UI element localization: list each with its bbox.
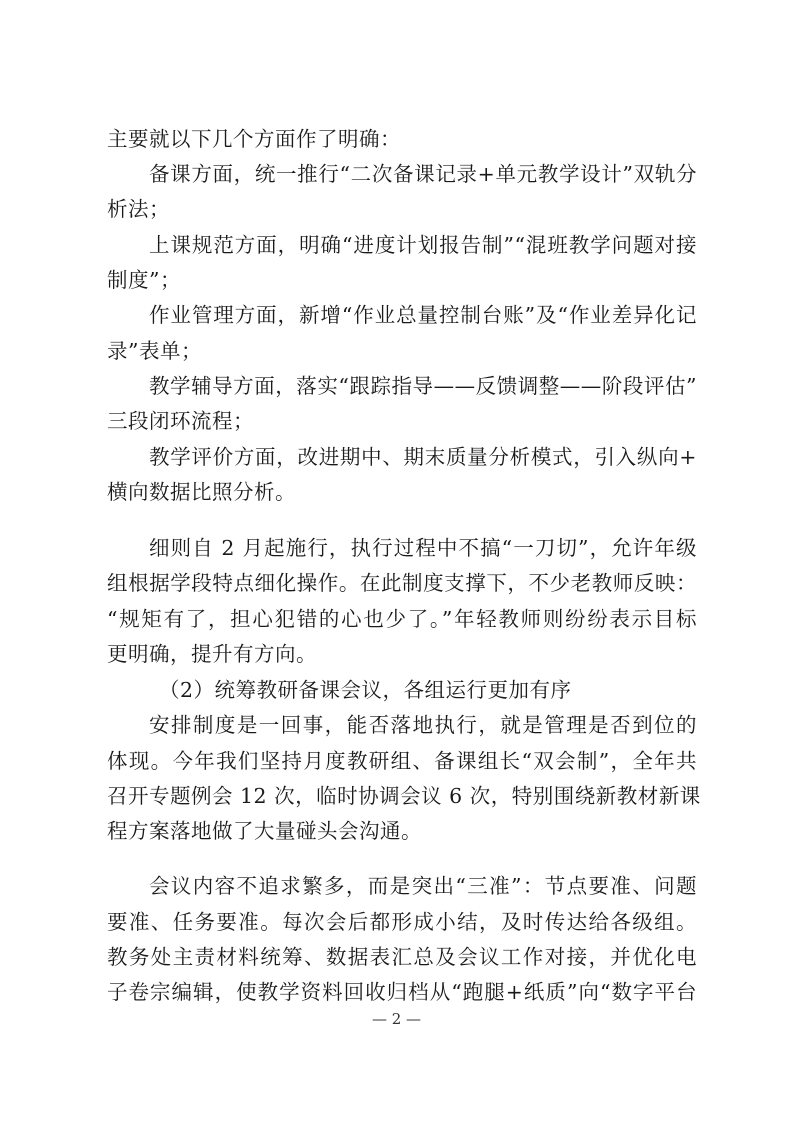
text-line-7: 录”表单； (107, 339, 202, 363)
text-line-6: 作业管理方面，新增“作业总量控制台账”及“作业差异化记 (149, 303, 697, 327)
text-line-13: 组根据学段特点细化操作。在此制度支撑下，不少老教师反映： (107, 571, 697, 595)
text-line-10: 教学评价方面，改进期中、期末质量分析模式，引入纵向+ (149, 445, 697, 469)
text-line-4: 上课规范方面，明确“进度计划报告制”“混班教学问题对接 (149, 233, 697, 257)
text-line-12: 细则自 2 月起施行，执行过程中不搞“一刀切”，允许年级 (149, 536, 697, 560)
text-line-2: 备课方面，统一推行“二次备课记录+单元教学设计”双轨分 (149, 162, 697, 186)
text-line-17: 安排制度是一回事，能否落地执行，就是管理是否到位的 (149, 713, 697, 737)
text-line-21: 会议内容不追求繁多，而是突出“三准”：节点要准、问题 (149, 874, 697, 898)
page-number: — 2 — (371, 1010, 422, 1028)
text-line-3: 析法； (107, 197, 170, 221)
text-line-1: 主要就以下几个方面作了明确： (107, 127, 401, 151)
text-line-24: 子卷宗编辑，使教学资料回收归档从“跑腿+纸质”向“数字平台 (107, 980, 697, 1004)
text-line-14: “规矩有了，担心犯错的心也少了。”年轻教师则纷纷表示目标 (107, 607, 697, 631)
text-line-11: 横向数据比照分析。 (107, 480, 296, 504)
text-line-8: 教学辅导方面，落实“跟踪指导——反馈调整——阶段评估” (149, 374, 697, 398)
text-line-5: 制度”； (107, 268, 181, 292)
text-line-22: 要准、任务要准。每次会后都形成小结，及时传达给各级组。 (107, 910, 697, 934)
text-line-20: 程方案落地做了大量碰头会沟通。 (107, 819, 422, 843)
text-line-23: 教务处主责材料统筹、数据表汇总及会议工作对接，并优化电 (107, 945, 697, 969)
text-line-9: 三段闭环流程； (107, 409, 254, 433)
text-line-19: 召开专题例会 12 次，临时协调会议 6 次，特别围绕新教材新课 (107, 784, 701, 808)
section-heading: （2）统筹教研备课会议，各组运行更加有序 (159, 678, 572, 702)
text-line-18: 体现。今年我们坚持月度教研组、备课组长“双会制”，全年共 (107, 749, 697, 773)
text-line-15: 更明确，提升有方向。 (107, 642, 317, 666)
